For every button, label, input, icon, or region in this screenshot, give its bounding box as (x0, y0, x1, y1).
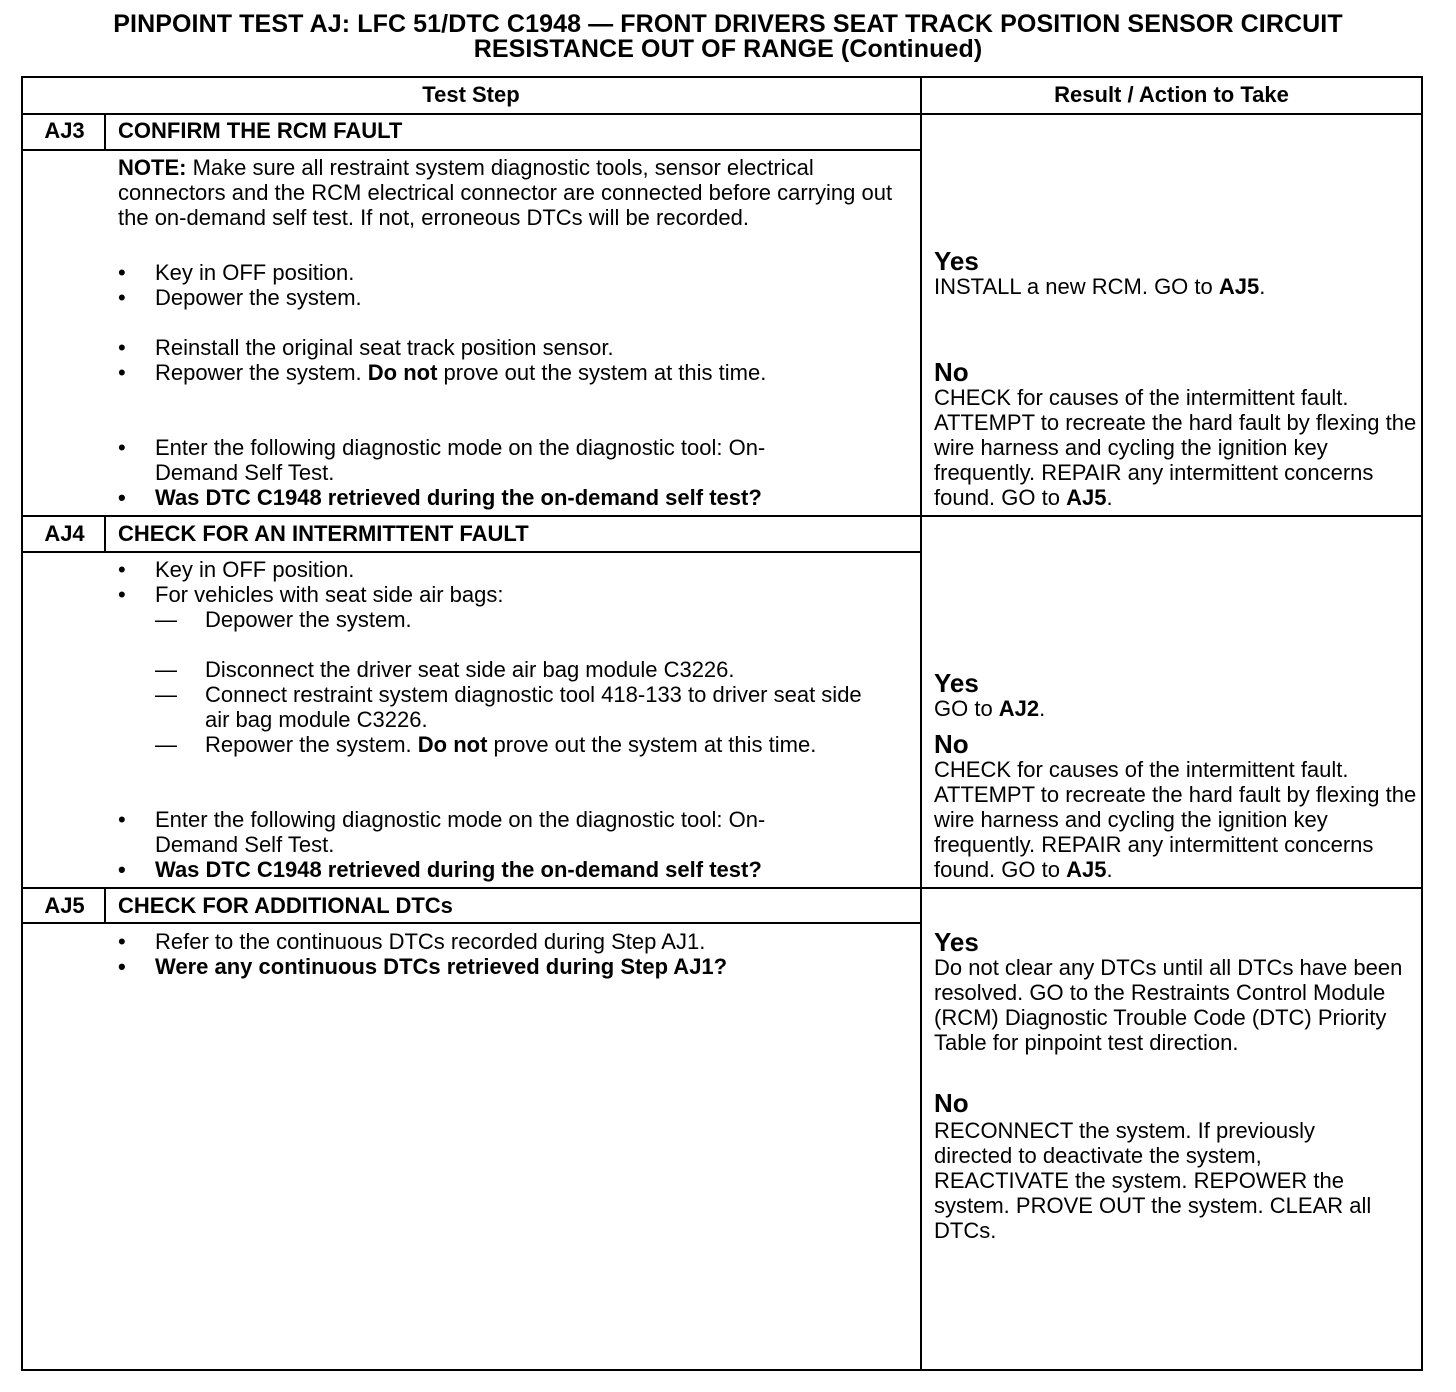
aj4-dash-4 (155, 732, 865, 757)
aj3-note (118, 155, 908, 230)
column-divider (920, 76, 922, 1371)
page-title (0, 12, 1456, 62)
table-left-border (21, 76, 23, 1371)
bullet-icon: • (118, 557, 126, 582)
bullet-icon: • (118, 929, 126, 954)
aj3-b4-pre: Repower the system. (155, 360, 368, 385)
aj5-bullet-1 (118, 929, 908, 954)
aj3-no-label: No (934, 357, 969, 387)
aj4-yes-link: AJ2 (998, 696, 1040, 721)
aj4-dash-3 (155, 682, 865, 732)
aj3-yes-post: . (1259, 274, 1266, 299)
header-result: Result / Action to Take (1054, 82, 1289, 107)
aj3-bullet-4-text (155, 360, 908, 385)
aj4-yes-post: . (1039, 696, 1046, 721)
bullet-icon: • (118, 260, 126, 285)
bullet-icon: • (118, 435, 126, 460)
aj5-yes-label: Yes (934, 927, 979, 957)
aj3-bullet-3 (118, 335, 908, 360)
aj4-no-post: . (1106, 857, 1113, 882)
aj3-b4-post: prove out the system at this time. (437, 360, 767, 385)
aj4-dash-2-text: Disconnect the driver seat side air bag module C3226. (205, 657, 735, 682)
aj3-note-label: NOTE: (118, 155, 187, 180)
aj5-title-underline (21, 922, 921, 924)
aj3-no-post: . (1106, 485, 1113, 510)
aj3-bullet-1-text: Key in OFF position. (155, 260, 355, 285)
aj3-yes-label: Yes (934, 246, 979, 276)
table-bottom-border (21, 1369, 1423, 1371)
aj3-yes-pre: INSTALL a new RCM. GO to (934, 274, 1219, 299)
aj5-no-label: No (934, 1088, 969, 1118)
aj4-no-label: No (934, 729, 969, 759)
bullet-icon: • (118, 807, 126, 832)
bullet-icon: • (118, 582, 126, 607)
aj3-bullet-5-text: Enter the following diagnostic mode on the diagnostic tool: On-Demand Self Test. (155, 435, 766, 485)
aj4-title-underline (21, 551, 921, 553)
dash-icon: — (155, 732, 177, 757)
aj4-no-text (934, 757, 1424, 882)
aj3-bullet-2 (118, 285, 908, 310)
aj4-dash-1-text: Depower the system. (205, 607, 412, 632)
dash-icon: — (155, 607, 177, 632)
bullet-icon: • (118, 857, 126, 882)
aj5-no-text: RECONNECT the system. If previously directed to deactivate the system, REACTIVATE the system. REPOWER the system. PROVE OUT the system. CLEAR all DTCs. (934, 1118, 1372, 1243)
aj4-step-title: CHECK FOR AN INTERMITTENT FAULT (118, 521, 529, 546)
aj4-bullet-4-text: Was DTC C1948 retrieved during the on-demand self test? (155, 857, 762, 882)
title-line-1: PINPOINT TEST AJ: LFC 51/DTC C1948 — FRONT DRIVERS SEAT TRACK POSITION SENSOR CIRCUIT (113, 10, 1343, 38)
aj3-b4-bold: Do not (367, 360, 438, 385)
aj4-dash-2 (155, 657, 915, 682)
aj5-bullet-2 (118, 954, 908, 979)
aj3-no-text (934, 385, 1424, 510)
dash-icon: — (155, 682, 177, 707)
aj4-dash-3-text: Connect restraint system diagnostic tool 418-133 to driver seat side air bag module C3226. (205, 682, 862, 732)
aj4-step-id: AJ4 (44, 521, 85, 546)
aj3-title-underline (21, 149, 921, 151)
aj3-note-text: Make sure all restraint system diagnostic tools, sensor electrical connectors and the RCM electrical connector are connected before carrying out the on-demand self test. If not, erroneous DTCs will be recorded. (118, 155, 893, 230)
aj4-bullet-1 (118, 557, 908, 582)
table-top-border (21, 76, 1423, 78)
aj3-no-link: AJ5 (1066, 485, 1107, 510)
aj5-step-id: AJ5 (44, 893, 85, 918)
aj5-yes-text: Do not clear any DTCs until all DTCs have been resolved. GO to the Restraints Control Module (RCM) Diagnostic Trouble Code (DTC) Priority Table for pinpoint test direction. (934, 955, 1403, 1055)
aj4-d4-pre: Repower the system. (205, 732, 418, 757)
aj4-aj5-separator (21, 887, 1423, 889)
aj3-bullet-6-text: Was DTC C1948 retrieved during the on-demand self test? (155, 485, 762, 510)
aj4-no-link: AJ5 (1066, 857, 1107, 882)
aj4-bullet-2 (118, 582, 908, 607)
aj5-bullet-2-text: Were any continuous DTCs retrieved during Step AJ1? (155, 954, 728, 979)
aj3-bullet-6 (118, 485, 908, 510)
aj5-bullet-1-text: Refer to the continuous DTCs recorded during Step AJ1. (155, 929, 706, 954)
aj3-bullet-1 (118, 260, 908, 285)
aj3-yes-text (934, 274, 1424, 299)
aj4-no-pre: CHECK for causes of the intermittent fault. ATTEMPT to recreate the hard fault by flexing the wire harness and cycling the ignition key frequently. REPAIR any intermittent concerns found. GO to (934, 757, 1417, 882)
aj4-yes-label: Yes (934, 668, 979, 698)
aj3-bullet-3-text: Reinstall the original seat track position sensor. (155, 335, 614, 360)
aj3-yes-link: AJ5 (1218, 274, 1260, 299)
header-bottom-border (21, 113, 1423, 115)
aj4-bullet-3 (118, 807, 828, 857)
aj4-d4-bold: Do not (417, 732, 488, 757)
aj3-bullet-4 (118, 360, 908, 385)
aj4-bullet-2-text: For vehicles with seat side air bags: (155, 582, 504, 607)
bullet-icon: • (118, 360, 126, 385)
aj3-step-id: AJ3 (44, 118, 85, 143)
aj3-aj4-separator (21, 515, 1423, 517)
dash-icon: — (155, 657, 177, 682)
header-test-step: Test Step (422, 82, 520, 107)
aj4-bullet-1-text: Key in OFF position. (155, 557, 355, 582)
aj4-dash-1 (155, 607, 915, 632)
bullet-icon: • (118, 954, 126, 979)
aj5-step-title: CHECK FOR ADDITIONAL DTCs (118, 893, 453, 918)
aj4-d4-post: prove out the system at this time. (487, 732, 817, 757)
aj4-bullet-4 (118, 857, 908, 882)
aj4-yes-pre: GO to (934, 696, 999, 721)
aj4-dash-4-text (205, 732, 865, 757)
aj3-step-title: CONFIRM THE RCM FAULT (118, 118, 403, 143)
aj4-yes-text (934, 696, 1424, 721)
bullet-icon: • (118, 335, 126, 360)
aj3-no-pre: CHECK for causes of the intermittent fault. ATTEMPT to recreate the hard fault by flexing the wire harness and cycling the ignition key frequently. REPAIR any intermittent concerns found. GO to (934, 385, 1417, 510)
aj3-bullet-5 (118, 435, 828, 485)
aj4-bullet-3-text: Enter the following diagnostic mode on the diagnostic tool: On-Demand Self Test. (155, 807, 766, 857)
aj3-bullet-2-text: Depower the system. (155, 285, 362, 310)
title-line-2: RESISTANCE OUT OF RANGE (Continued) (473, 35, 983, 63)
bullet-icon: • (118, 285, 126, 310)
bullet-icon: • (118, 485, 126, 510)
